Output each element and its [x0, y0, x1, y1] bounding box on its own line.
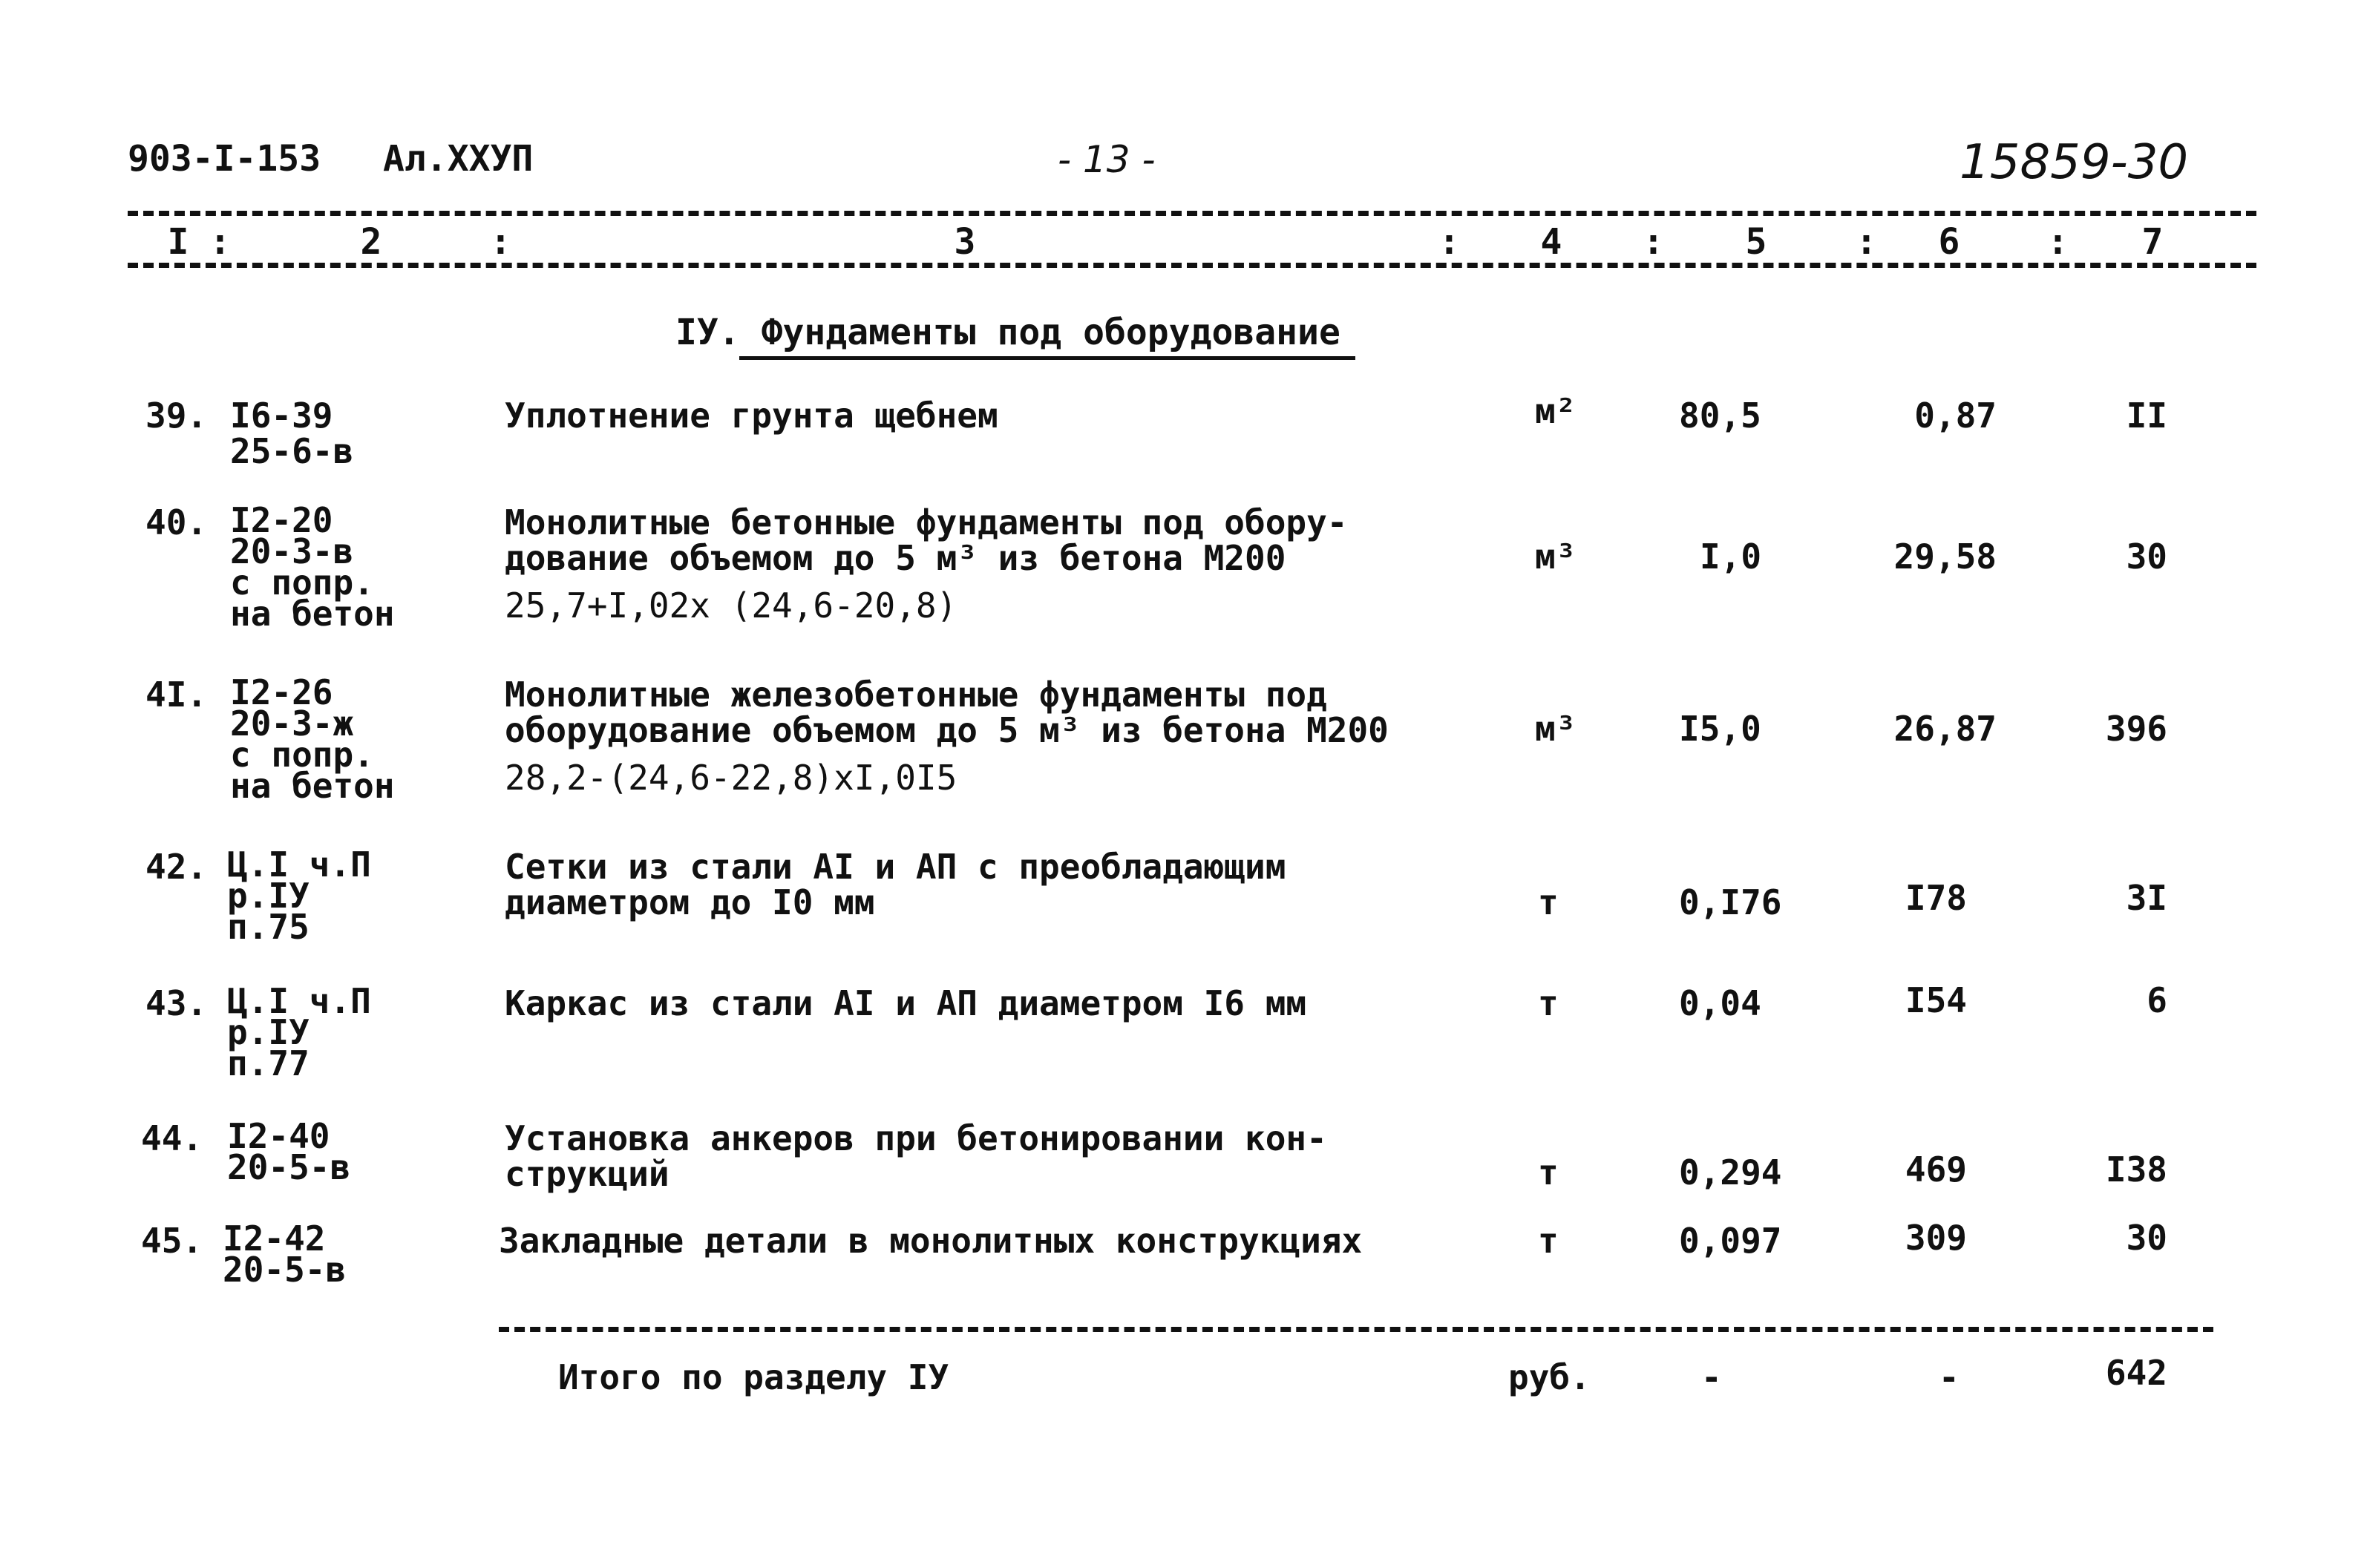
column-header-6: 6 — [1938, 221, 1960, 263]
row-description: Монолитные бетонные фундаменты под обору- дование объемом до 5 м³ из бетона М200 — [505, 502, 1348, 578]
row-unit: т — [1538, 1152, 1559, 1193]
column-header-5: 5 — [1745, 221, 1767, 263]
row-total: 396 — [2105, 709, 2167, 749]
row-unit: т — [1538, 1221, 1559, 1261]
row-number: 4I. — [145, 675, 208, 715]
row-description: Монолитные железобетонные фундаменты под оборудование объемом до 5 м³ из бетона М200 — [505, 675, 1389, 750]
row-total: 6 — [2147, 980, 2167, 1020]
row-unit-price: I78 — [1905, 878, 1967, 918]
row-total: II — [2126, 396, 2167, 436]
row-code: Ц.I ч.П р.IУ п.75 — [227, 844, 371, 947]
header-bottom-rule — [128, 263, 2256, 268]
totals-unit-price: - — [1939, 1357, 1960, 1397]
row-unit-price: 0,87 — [1914, 396, 1997, 436]
row-unit: м² — [1535, 391, 1577, 431]
row-unit-price: 29,58 — [1893, 537, 1997, 577]
doc-code: 903-I-153 — [128, 138, 321, 180]
row-unit: м³ — [1535, 709, 1577, 749]
row-unit-price: 26,87 — [1893, 709, 1997, 749]
header-top-rule — [128, 211, 2256, 216]
row-total: 30 — [2126, 1218, 2167, 1258]
totals-label: Итого по разделу IУ — [558, 1357, 949, 1397]
row-quantity: 80,5 — [1679, 396, 1761, 436]
row-code: I2-40 20-5-в — [227, 1116, 351, 1187]
page-number: - 13 - — [1058, 138, 1156, 181]
section-title: IУ. Фундаменты под оборудование — [675, 312, 1340, 353]
row-quantity: I,0 — [1700, 537, 1762, 577]
row-unit: м³ — [1535, 537, 1577, 577]
row-unit-price: I54 — [1905, 980, 1967, 1020]
row-unit: т — [1538, 983, 1559, 1023]
row-code: I2-20 20-3-в с попр. на бетон — [230, 500, 395, 634]
row-quantity: 0,04 — [1679, 983, 1761, 1023]
row-description: Закладные детали в монолитных конструкциях — [499, 1221, 1363, 1261]
column-header-2: 2 — [360, 221, 382, 263]
row-calculation: 25,7+I,02х (24,6-20,8) — [505, 585, 957, 626]
totals-quantity: - — [1701, 1357, 1722, 1397]
column-separator: : — [1856, 221, 1877, 263]
row-description: Каркас из стали АI и АП диаметром I6 мм — [505, 983, 1307, 1023]
row-number: 42. — [145, 847, 208, 887]
row-description: Сетки из стали АI и АП с преобладающим диаметром до I0 мм — [505, 847, 1286, 922]
row-code: Ц.I ч.П р.IУ п.77 — [227, 981, 371, 1083]
row-number: 39. — [145, 396, 208, 436]
row-quantity: I5,0 — [1679, 709, 1761, 749]
row-total: I38 — [2105, 1149, 2167, 1190]
column-separator: : — [2047, 221, 2069, 263]
row-quantity: 0,294 — [1679, 1152, 1782, 1193]
row-description: Установка анкеров при бетонировании кон- струкций — [505, 1118, 1327, 1194]
row-code: I6-39 25-6-в — [230, 396, 354, 471]
row-quantity: 0,I76 — [1679, 882, 1782, 922]
row-code: I2-42 20-5-в — [223, 1218, 347, 1290]
totals-unit: руб. — [1508, 1357, 1591, 1397]
totals-sum: 642 — [2105, 1353, 2167, 1393]
archive-number: 15859-30 — [1960, 135, 2189, 190]
column-header-3: 3 — [954, 221, 976, 263]
column-separator: : — [1643, 221, 1664, 263]
row-number: 44. — [141, 1118, 203, 1158]
row-quantity: 0,097 — [1679, 1221, 1782, 1261]
row-code: I2-26 20-3-ж с попр. на бетон — [230, 672, 395, 806]
row-total: 3I — [2126, 878, 2167, 918]
row-number: 43. — [145, 983, 208, 1023]
row-description: Уплотнение грунта щебнем — [505, 396, 998, 436]
section-title-underline — [739, 356, 1355, 360]
row-total: 30 — [2126, 537, 2167, 577]
row-calculation: 28,2-(24,6-22,8)хI,0I5 — [505, 758, 957, 798]
row-unit-price: 469 — [1905, 1149, 1967, 1190]
column-separator: : — [209, 221, 231, 263]
column-header-1: I — [167, 221, 189, 263]
row-number: 40. — [145, 502, 208, 542]
column-separator: : — [490, 221, 511, 263]
column-header-4: 4 — [1540, 221, 1562, 263]
row-unit-price: 309 — [1905, 1218, 1967, 1258]
column-header-7: 7 — [2141, 221, 2164, 263]
row-number: 45. — [141, 1221, 203, 1261]
totals-rule — [499, 1327, 2213, 1332]
album-code: Ал.ХХУП — [383, 138, 534, 180]
column-separator: : — [1438, 221, 1460, 263]
row-unit: т — [1538, 882, 1559, 922]
